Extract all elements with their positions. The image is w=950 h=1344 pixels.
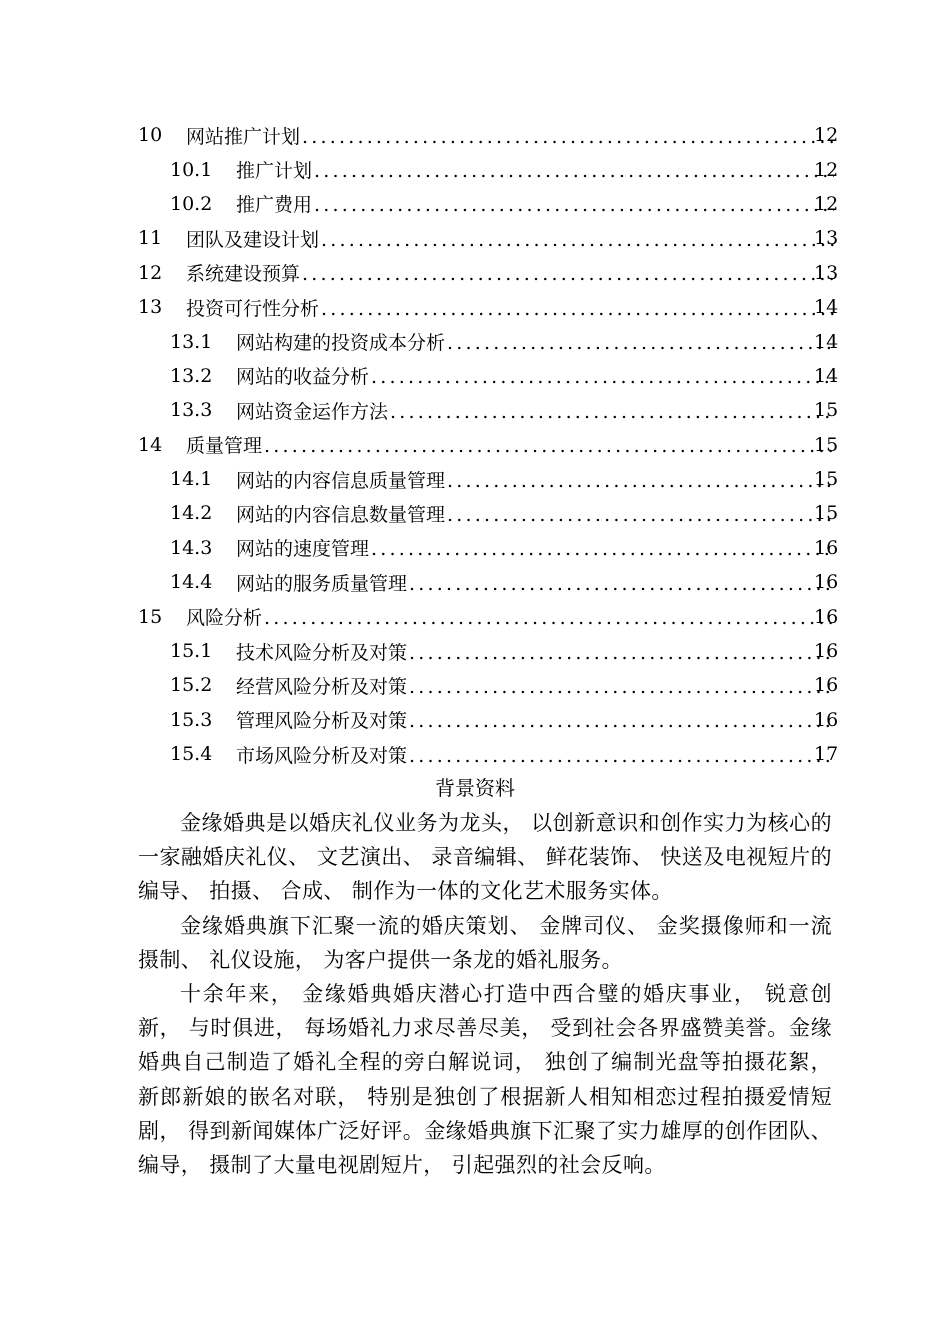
toc-entry[interactable] bbox=[0, 703, 950, 737]
toc-entry-title: 风险分析 bbox=[186, 607, 263, 630]
toc-entry-title-wrap bbox=[186, 225, 834, 252]
toc-entry-number: 14.3 bbox=[170, 536, 213, 559]
toc-dot-leader bbox=[371, 366, 834, 388]
toc-entry-title-wrap bbox=[236, 500, 834, 527]
toc-entry-page: 16 bbox=[814, 536, 839, 559]
toc-dot-leader bbox=[447, 470, 834, 492]
toc-entry-title-wrap bbox=[236, 328, 834, 355]
toc-entry-title: 市场风险分析及对策 bbox=[236, 744, 408, 767]
toc-entry-title-wrap bbox=[236, 569, 834, 596]
toc-entry-page: 14 bbox=[814, 330, 839, 353]
toc-entry-page: 15 bbox=[814, 502, 839, 525]
toc-entry-title: 网站的服务质量管理 bbox=[236, 572, 408, 595]
toc-entry-title-wrap bbox=[236, 638, 834, 665]
toc-entry-number: 14.1 bbox=[170, 468, 213, 491]
toc-entry-title: 质量管理 bbox=[186, 435, 263, 458]
toc-entry-page: 14 bbox=[814, 296, 839, 319]
toc-dot-leader bbox=[302, 126, 834, 148]
toc-entry-page: 15 bbox=[814, 433, 839, 456]
toc-entry-number: 11 bbox=[138, 227, 163, 250]
toc-entry-title-wrap bbox=[186, 431, 834, 458]
toc-entry-title: 网站的收益分析 bbox=[236, 366, 370, 389]
toc-dot-leader bbox=[302, 263, 834, 285]
toc-entry-title-wrap bbox=[236, 156, 834, 183]
toc-entry-title-wrap bbox=[236, 466, 834, 493]
toc-entry-page: 16 bbox=[814, 708, 839, 731]
toc-entry-title: 投资可行性分析 bbox=[186, 297, 320, 320]
toc-entry-title: 网站资金运作方法 bbox=[236, 400, 389, 423]
toc-entry-title: 团队及建设计划 bbox=[186, 228, 320, 251]
toc-entry-page: 13 bbox=[814, 261, 839, 284]
toc-entry-page: 12 bbox=[814, 124, 839, 147]
toc-entry-title: 推广费用 bbox=[236, 194, 313, 217]
toc-entry-title-wrap bbox=[186, 294, 834, 321]
toc-entry[interactable] bbox=[0, 428, 950, 462]
toc-entry-number: 10.2 bbox=[170, 192, 213, 215]
toc-dot-leader bbox=[314, 160, 834, 182]
toc-entry-number: 13.1 bbox=[170, 330, 213, 353]
toc-entry-title-wrap bbox=[186, 122, 834, 149]
toc-entry-title-wrap bbox=[236, 362, 834, 389]
toc-entry-title: 网站的速度管理 bbox=[236, 538, 370, 561]
toc-entry-page: 16 bbox=[814, 571, 839, 594]
toc-entry[interactable] bbox=[0, 565, 950, 599]
toc-entry-page: 12 bbox=[814, 158, 839, 181]
toc-entry[interactable] bbox=[0, 393, 950, 427]
toc-entry-title: 技术风险分析及对策 bbox=[236, 641, 408, 664]
toc-dot-leader bbox=[321, 298, 834, 320]
toc-entry-title-wrap bbox=[236, 741, 834, 768]
toc-entry-title: 系统建设预算 bbox=[186, 263, 301, 286]
toc-dot-leader bbox=[409, 642, 834, 664]
toc-entry-number: 14.4 bbox=[170, 571, 213, 594]
toc-entry-title-wrap bbox=[236, 397, 834, 424]
section-heading: 背景资料 bbox=[435, 776, 515, 800]
toc-entry-title-wrap bbox=[236, 706, 834, 733]
toc-entry-number: 15.4 bbox=[170, 743, 213, 766]
toc-entry[interactable] bbox=[0, 737, 950, 771]
toc-dot-leader bbox=[321, 229, 834, 251]
toc-entry-page: 13 bbox=[814, 227, 839, 250]
paragraph: 金缘婚典是以婚庆礼仪业务为龙头， 以创新意识和创作实力为核心的一家融婚庆礼仪、 文艺演出、 录音编辑、 鲜花装饰、 快送及电视短片的编导、 拍摄、 合成、 制作为一体的文化艺术服务实体。 bbox=[138, 811, 832, 904]
toc-entry-page: 12 bbox=[814, 192, 839, 215]
toc-entry[interactable] bbox=[0, 668, 950, 702]
toc-dot-leader bbox=[409, 676, 834, 698]
toc-entry[interactable] bbox=[0, 496, 950, 530]
toc-entry-title: 经营风险分析及对策 bbox=[236, 675, 408, 698]
toc-entry-title: 管理风险分析及对策 bbox=[236, 710, 408, 733]
toc-entry-number: 15.2 bbox=[170, 674, 213, 697]
toc-dot-leader bbox=[314, 194, 834, 216]
toc-entry[interactable] bbox=[0, 531, 950, 565]
paragraph: 十余年来， 金缘婚典婚庆潜心打造中西合璧的婚庆事业， 锐意创新， 与时俱进， 每场婚礼力求尽善尽美， 受到社会各界盛赞美誉。金缘婚典自己制造了婚礼全程的旁白解说词， 独创了编制光盘等拍摄花絮， 新郎新娘的嵌名对联， 特别是独创了根据新人相知相恋过程拍摄爱情短剧， 得到新闻媒体广泛好评。金缘婚典旗下汇聚了实力雄厚的创作团队、 编导， 摄制了大量电视剧短片， 引起强烈的社会反响。 bbox=[138, 982, 832, 1178]
toc-entry-number: 10.1 bbox=[170, 158, 213, 181]
toc-entry-page: 16 bbox=[814, 674, 839, 697]
toc-entry-title-wrap bbox=[186, 603, 834, 630]
toc-entry-number: 15 bbox=[138, 605, 163, 628]
toc-entry-number: 14.2 bbox=[170, 502, 213, 525]
toc-dot-leader bbox=[264, 435, 834, 457]
table-of-contents bbox=[0, 118, 950, 771]
toc-entry-number: 12 bbox=[138, 261, 163, 284]
toc-entry-title: 网站的内容信息质量管理 bbox=[236, 469, 446, 492]
toc-dot-leader bbox=[390, 401, 834, 423]
toc-entry-page: 16 bbox=[814, 605, 839, 628]
toc-entry[interactable] bbox=[0, 462, 950, 496]
toc-entry-title-wrap bbox=[186, 259, 834, 286]
toc-entry-title: 网站推广计划 bbox=[186, 125, 301, 148]
toc-entry-number: 14 bbox=[138, 433, 163, 456]
toc-entry-title: 推广计划 bbox=[236, 160, 313, 183]
toc-entry-page: 16 bbox=[814, 640, 839, 663]
paragraph: 金缘婚典旗下汇聚一流的婚庆策划、 金牌司仪、 金奖摄像师和一流摄制、 礼仪设施， 为客户提供一条龙的婚礼服务。 bbox=[138, 913, 832, 972]
toc-entry-title-wrap bbox=[236, 672, 834, 699]
toc-entry-number: 15.3 bbox=[170, 708, 213, 731]
toc-entry[interactable] bbox=[0, 599, 950, 633]
toc-entry-page: 15 bbox=[814, 468, 839, 491]
toc-entry[interactable] bbox=[0, 152, 950, 186]
toc-dot-leader bbox=[409, 710, 834, 732]
toc-entry[interactable] bbox=[0, 256, 950, 290]
toc-entry-title-wrap bbox=[236, 190, 834, 217]
toc-dot-leader bbox=[409, 745, 834, 767]
toc-entry-title-wrap bbox=[236, 534, 834, 561]
toc-entry[interactable] bbox=[0, 187, 950, 221]
toc-entry-number: 13 bbox=[138, 296, 163, 319]
toc-dot-leader bbox=[409, 573, 834, 595]
toc-entry-page: 14 bbox=[814, 364, 839, 387]
toc-dot-leader bbox=[447, 504, 834, 526]
toc-entry[interactable] bbox=[0, 118, 950, 152]
section-body bbox=[138, 806, 832, 1182]
toc-entry-number: 13.2 bbox=[170, 364, 213, 387]
toc-dot-leader bbox=[447, 332, 834, 354]
toc-entry-title: 网站构建的投资成本分析 bbox=[236, 332, 446, 355]
toc-entry-number: 13.3 bbox=[170, 399, 213, 422]
toc-entry-page: 15 bbox=[814, 399, 839, 422]
toc-entry-number: 15.1 bbox=[170, 640, 213, 663]
toc-entry-number: 10 bbox=[138, 124, 163, 147]
toc-dot-leader bbox=[264, 607, 834, 629]
toc-entry[interactable] bbox=[0, 359, 950, 393]
toc-entry[interactable] bbox=[0, 290, 950, 324]
toc-entry[interactable] bbox=[0, 634, 950, 668]
toc-entry[interactable] bbox=[0, 221, 950, 255]
toc-entry-title: 网站的内容信息数量管理 bbox=[236, 503, 446, 526]
toc-dot-leader bbox=[371, 538, 834, 560]
toc-entry[interactable] bbox=[0, 324, 950, 358]
toc-entry-page: 17 bbox=[814, 743, 839, 766]
